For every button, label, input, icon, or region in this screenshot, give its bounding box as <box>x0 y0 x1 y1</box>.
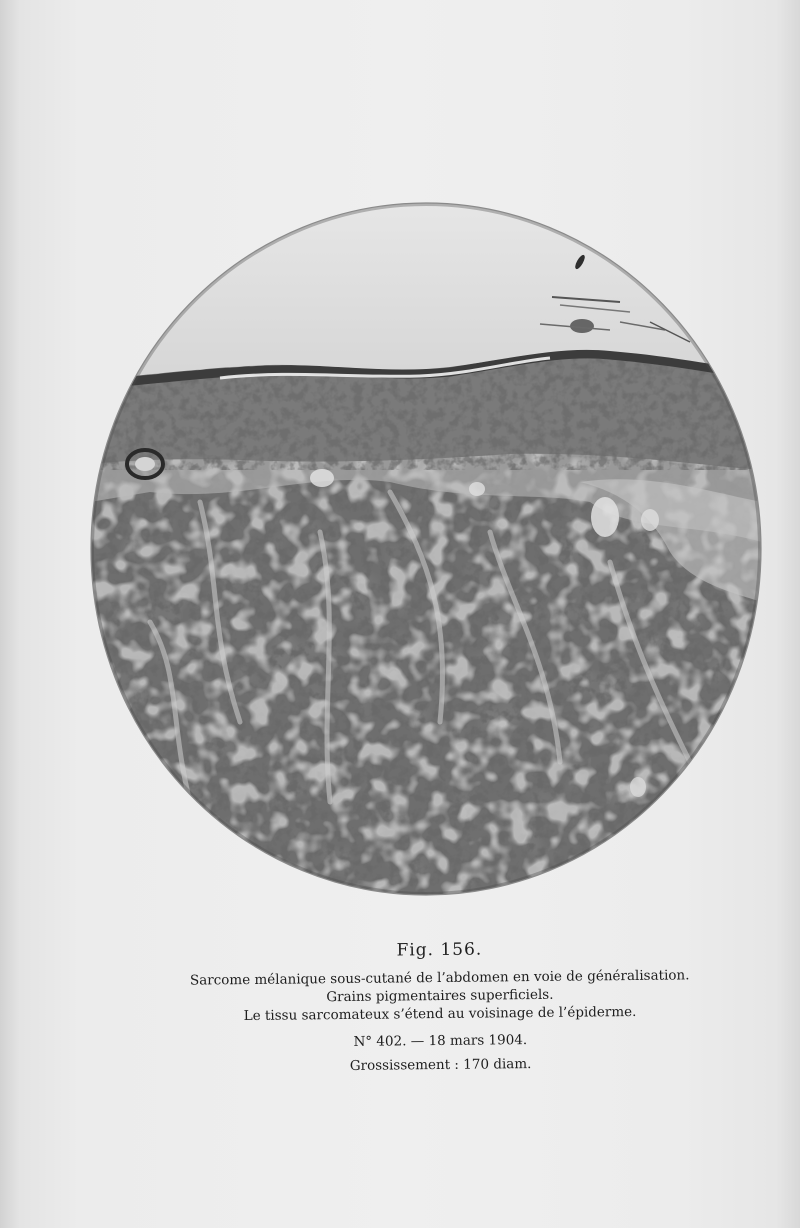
caption-line-diagnosis: Sarcome mélanique sous-cutané de l’abdomen en voie de généralisation. <box>189 967 690 989</box>
figure-number: Fig. 156. <box>396 939 483 961</box>
magnification: Grossissement : 170 diam. <box>349 1056 532 1074</box>
micrograph-image <box>90 202 762 896</box>
caption-line-pigment: Grains pigmentaires superficiels. <box>326 986 554 1006</box>
histology-micrograph <box>90 202 762 896</box>
specimen-number-date: N° 402. — 18 mars 1904. <box>353 1032 528 1050</box>
caption-line-extension: Le tissu sarcomateux s’étend au voisinage de l’épiderme. <box>243 1003 637 1025</box>
figure-caption <box>149 937 730 1077</box>
